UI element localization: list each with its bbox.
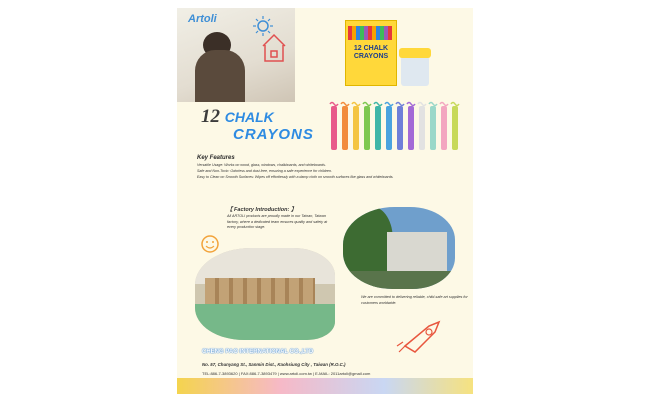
chalk-stick <box>418 103 426 151</box>
headline-line2: CRAYONS <box>233 126 314 143</box>
box-label-line2: CRAYONS <box>353 53 389 60</box>
features-heading: Key Features <box>197 155 235 161</box>
chalk-stick <box>385 103 393 151</box>
photo-ground <box>343 271 455 289</box>
product-box <box>345 20 397 86</box>
rocket-doodle-icon <box>395 318 445 354</box>
photo-floor <box>195 304 335 340</box>
company-contact: TEL:886-7-3893620 | FAX:886-7-3893479 | www.artoli.com.tw | E-MAIL: 2011artoli@gmail.com <box>202 371 371 376</box>
box-label-line1: 12 CHALK <box>353 45 389 52</box>
box-label <box>349 45 393 61</box>
chalk-strip-decoration <box>177 378 473 394</box>
headline-line1 <box>201 106 274 128</box>
headline-number: 12 <box>201 106 220 127</box>
jar-lid <box>399 48 431 58</box>
sun-doodle-icon <box>252 15 274 37</box>
flyer <box>177 8 473 394</box>
company-address: No. 57, Chunyang St., Sanmin Dist., Kaohsiung City , Taiwan (R.O.C.) <box>202 362 346 367</box>
chalk-stick <box>374 103 382 151</box>
chalk-stick <box>363 103 371 151</box>
commitment-text: We are committed to delivering reliable, child-safe art supplies for customers worldwide. <box>361 295 468 305</box>
product-jar <box>401 56 429 86</box>
headline-word1: CHALK <box>224 109 274 125</box>
photo-building <box>387 232 447 272</box>
feature-item: Versatile Usage: Works on wood, glass, windows, chalkboards, and whiteboards. <box>197 163 326 167</box>
chalk-house-drawing <box>261 33 287 63</box>
child-drawing-photo <box>177 8 295 102</box>
factory-text: All ARTOLI products are proudly made in our Tainan, Taiwan factory, where a dedicated team ensures quality and safety at every production stage. <box>227 214 328 229</box>
chalk-stick <box>429 103 437 151</box>
chalk-stick <box>396 103 404 151</box>
chalk-stick <box>341 103 349 151</box>
factory-exterior-photo <box>343 207 455 289</box>
feature-item: Safe and Non-Toxic: Odorless and dust-free, ensuring a safe experience for children. <box>197 169 332 173</box>
child-figure <box>195 50 245 102</box>
company-name: CHENG PAO INTERNATIONAL CO.,LTD <box>202 349 314 355</box>
chalk-stick <box>330 103 338 151</box>
chalk-sticks-illustration <box>327 96 467 154</box>
brand-logo: Artoli <box>188 13 217 25</box>
chalk-stick <box>440 103 448 151</box>
chalk-stick <box>451 103 459 151</box>
feature-item: Easy to Clean on Smooth Surfaces: Wipes off effortlessly with a damp cloth on smooth surfaces like glass and whiteboards. <box>197 175 394 179</box>
chalk-stick <box>407 103 415 151</box>
box-crayon-stripe <box>348 26 392 40</box>
factory-interior-photo <box>195 248 335 340</box>
factory-heading: 【 Factory Introduction: 】 <box>227 207 297 213</box>
chalk-stick <box>352 103 360 151</box>
